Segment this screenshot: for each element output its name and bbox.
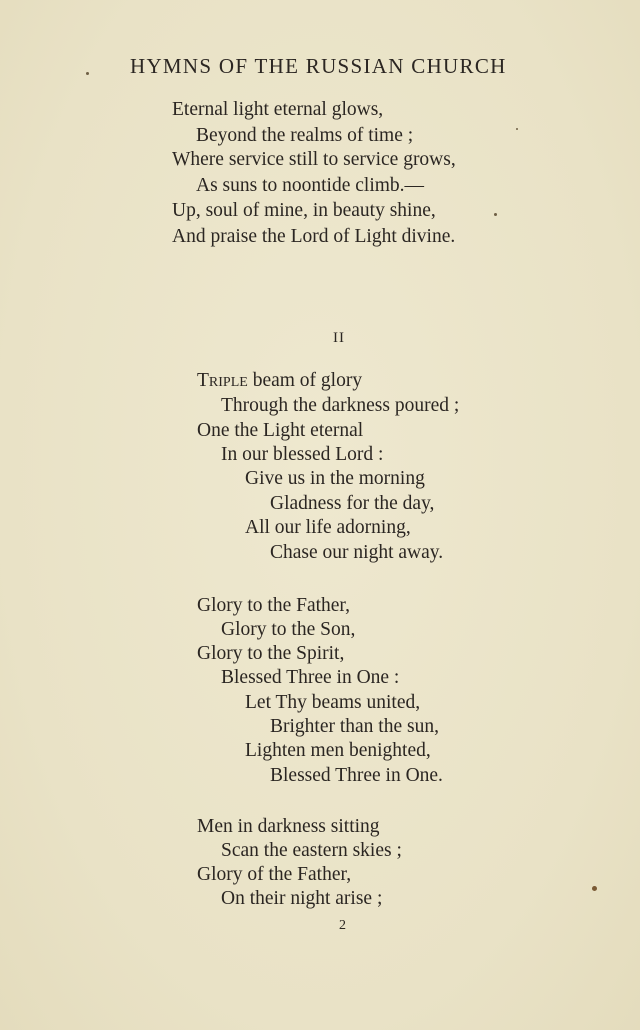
verse-line: One the Light eternal (197, 420, 364, 441)
verse-line: Lighten men benighted, (245, 740, 431, 761)
verse-line: On their night arise ; (221, 888, 383, 909)
verse-line: Blessed Three in One. (270, 765, 443, 786)
verse-line: Where service still to service grows, (172, 149, 456, 170)
paper-speck (86, 72, 89, 75)
verse-line: In our blessed Lord : (221, 444, 384, 465)
verse-line: Blessed Three in One : (221, 667, 400, 688)
verse-line: Gladness for the day, (270, 493, 435, 514)
paper-speck (494, 213, 497, 216)
paper-speck (516, 128, 518, 130)
verse-line: As suns to noontide climb.— (196, 175, 425, 196)
running-title: HYMNS OF THE RUSSIAN CHURCH (130, 54, 507, 78)
verse-line: Brighter than the sun, (270, 716, 439, 737)
verse-line: Glory to the Spirit, (197, 643, 345, 664)
opening-word: Triple (197, 370, 248, 391)
verse-line: Scan the eastern skies ; (221, 840, 402, 861)
verse-line: Glory to the Father, (197, 595, 351, 616)
verse-line: And praise the Lord of Light divine. (172, 226, 456, 247)
page-number: 2 (339, 918, 346, 933)
verse-line: Glory of the Father, (197, 864, 352, 885)
verse-line: Men in darkness sitting (197, 816, 380, 837)
verse-line: Let Thy beams united, (245, 692, 421, 713)
verse-line: Give us in the morning (245, 468, 425, 489)
verse-line: All our life adorning, (245, 517, 411, 538)
verse-line: Eternal light eternal glows, (172, 99, 384, 120)
verse-line: Glory to the Son, (221, 619, 356, 640)
verse-line: Through the darkness poured ; (221, 395, 460, 416)
verse-line-opening (197, 371, 362, 391)
verse-line: Beyond the realms of time ; (196, 125, 414, 146)
opening-rest: beam of glory (247, 370, 363, 391)
paper-speck (592, 886, 597, 891)
section-numeral: II (333, 330, 345, 346)
verse-line: Chase our night away. (270, 542, 444, 563)
verse-line: Up, soul of mine, in beauty shine, (172, 200, 436, 221)
